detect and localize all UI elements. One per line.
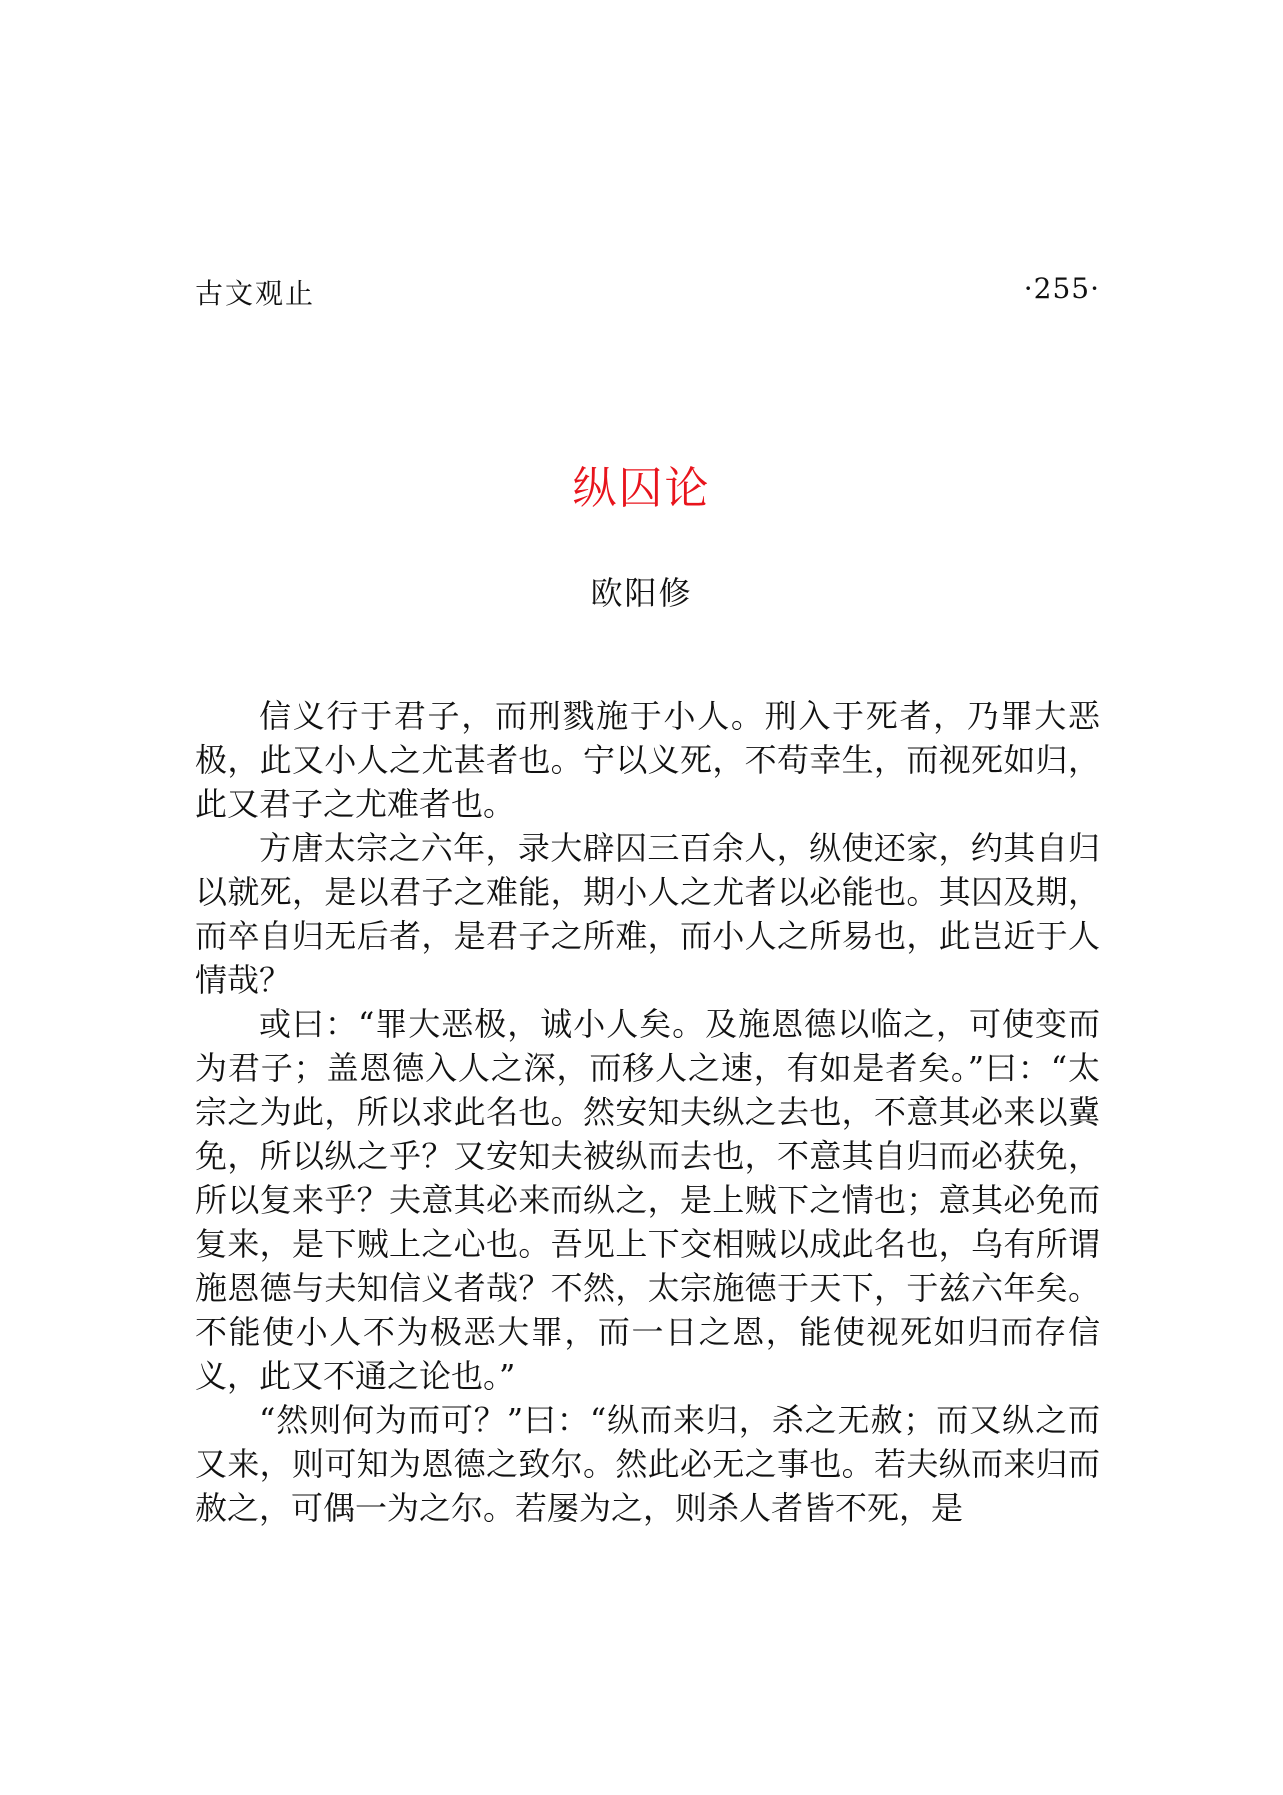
paragraph: “然则何为而可？”曰：“纵而来归，杀之无赦；而又纵之而又来，则可知为恩德之致尔。然此必无之事也。若夫纵而来归而赦之，可偶一为之尔。若屡为之，则杀人者皆不死，是 [195, 1401, 1100, 1527]
paragraph: 或曰：“罪大恶极，诚小人矣。及施恩德以临之，可使变而为君子；盖恩德入人之深，而移人之速，有如是者矣。”曰：“太宗之为此，所以求此名也。然安知夫纵之去也，不意其必来以冀免，所以纵之乎？又安知夫被纵而去也，不意其自归而必获免，所以复来乎？夫意其必来而纵之，是上贼下之情也；意其必免而复来，是下贼上之心也。吾见上下交相贼以成此名也，乌有所谓施恩德与夫知信义者哉？不然，太宗施德于天下，于兹六年矣。不能使小人不为极恶大罪，而一日之恩，能使视死如归而存信义，此又不通之论也。” [195, 1005, 1100, 1395]
essay-body [195, 694, 1100, 1530]
paragraph: 方唐太宗之六年，录大辟囚三百余人，纵使还家，约其自归以就死，是以君子之难能，期小人之尤者以必能也。其囚及期，而卒自归无后者，是君子之所难，而小人之所易也，此岂近于人情哉？ [195, 829, 1100, 999]
essay-title: 纵囚论 [572, 463, 711, 514]
essay-author: 欧阳修 [590, 574, 693, 612]
paragraph: 信义行于君子，而刑戮施于小人。刑入于死者，乃罪大恶极，此又小人之尤甚者也。宁以义死，不苟幸生，而视死如归，此又君子之尤难者也。 [195, 697, 1100, 823]
book-title: 古文观止 [195, 277, 316, 310]
running-header [195, 272, 1100, 312]
page-number: ·255· [1023, 272, 1100, 305]
